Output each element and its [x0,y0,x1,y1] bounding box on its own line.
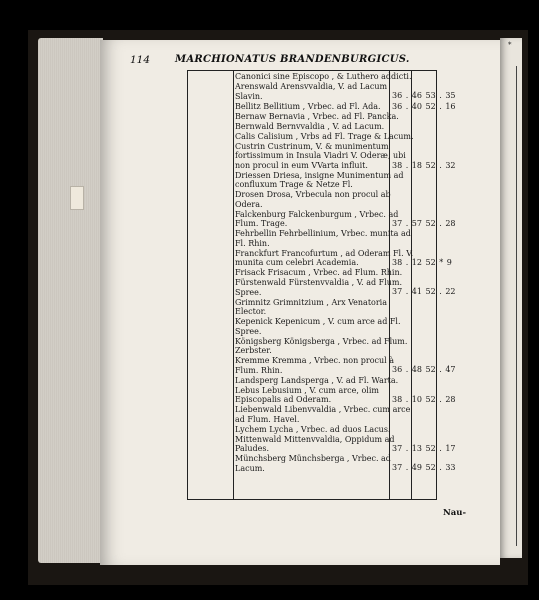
gazetteer-entry: Fürstenwald Fürstenvvaldia , V. ad Flum. Spree. [235,278,403,297]
gazetteer-entry: Lebus Lebusium , V. cum arce, olim Episcopalis ad Oderam. [235,385,379,404]
right-page [500,38,522,558]
gazetteer-entry: Falckenburg Falckenburgum , Vrbec. ad Flum. Trage. [235,209,399,228]
gazetteer-entry: Grimnitz Grimnitzium , Arx Venatoria Elector. [235,297,388,316]
coordinate-pair: 38 . 12 52 * 9 [392,258,452,267]
gazetteer-entry: Mittenwald Mittenvvaldia, Oppidum ad Paludes. [235,434,395,453]
gazetteer-entry: Liebenwald Libenvvaldia , Vrbec. cum arce ad Flum. Havel. [235,405,411,424]
coordinate-pair: 37 . 13 52 . 17 [392,444,456,453]
coordinate-pair: 37 . 57 52 . 28 [392,219,456,228]
gazetteer-entries [235,72,417,474]
catchword: Nau- [443,508,466,518]
gazetteer-entry: Königsberg Königsberga , Vrbec. ad Flum. Zerbster. [235,336,408,355]
gazetteer-entry: Lychem Lycha , Vrbec. ad duos Lacus. [235,424,391,434]
gazetteer-entry: Frisack Frisacum , Vrbec. ad Flum. Rhin. [235,268,403,277]
column-rule-left [233,70,234,499]
coordinate-pair: 37 . 41 52 . 22 [392,287,456,296]
running-title: MARCHIONATUS BRANDENBURGICUS. [175,54,410,65]
coordinate-pair: 37 . 49 52 . 33 [392,463,456,472]
coordinate-pair: 36 . 46 53 . 35 [392,91,456,100]
gazetteer-entry: Drosen Drosa, Vrbecula non procul ab Odera. [235,190,391,209]
gazetteer-entry: Münchsberg Münchsberga , Vrbec. ad Lacum. [235,454,391,473]
right-page-rule [516,66,517,546]
page-number: 114 [130,54,151,66]
gazetteer-entry: Custrin Custrinum, V. & munimentum fortissimum in Insula Viadri V. Oderæ, ubi non procul in eum VVarta influit. [235,141,406,170]
gazetteer-entry: Franckfurt Francofurtum , ad Oderam Fl. V. munita cum celebri Academia. [235,248,414,267]
coordinate-pair: 38 . 10 52 . 28 [392,395,456,404]
coordinate-pair: 38 . 18 52 . 32 [392,161,456,170]
gazetteer-entry: Kepenick Kepenicum , V. cum arce ad Fl. Spree. [235,317,401,336]
gazetteer-entry: Kremme Kremma , Vrbec. non procul à Flum. Rhin. [235,356,395,375]
gazetteer-entry: Arenswald Arensvvaldia, V. ad Lacum Slavin. [235,82,388,101]
gazetteer-entry: Landsperg Landsperga , V. ad Fl. Warta. [235,375,399,385]
page-edges [38,38,103,563]
coordinate-pair: 36 . 48 52 . 47 [392,365,456,374]
right-page-mark: * [508,41,512,49]
gazetteer-entry: Fehrbellin Fehrbellinium, Vrbec. munita ad Fl. Rhin. [235,229,411,248]
gazetteer-entry: Bellitz Bellitium , Vrbec. ad Fl. Ada. [235,101,381,111]
gazetteer-entry: Bernwald Bernvvaldia , V. ad Lacum. [235,121,385,131]
coordinate-pair: 36 . 40 52 . 16 [392,102,456,111]
gazetteer-entry: Driessen Driesa, insigne Munimentum ad confluxum Trage & Netze Fl. [235,170,404,189]
gazetteer-entry: Bernaw Bernavia , Vrbec. ad Fl. Pancka. [235,111,399,121]
bookmark-tab [70,186,84,210]
gazetteer-entry: Canonici sine Episcopo , & Luthero addicti. [235,72,412,81]
gazetteer-entry: Calis Calisium , Vrbs ad Fl. Trage & Lacum. [235,131,414,141]
